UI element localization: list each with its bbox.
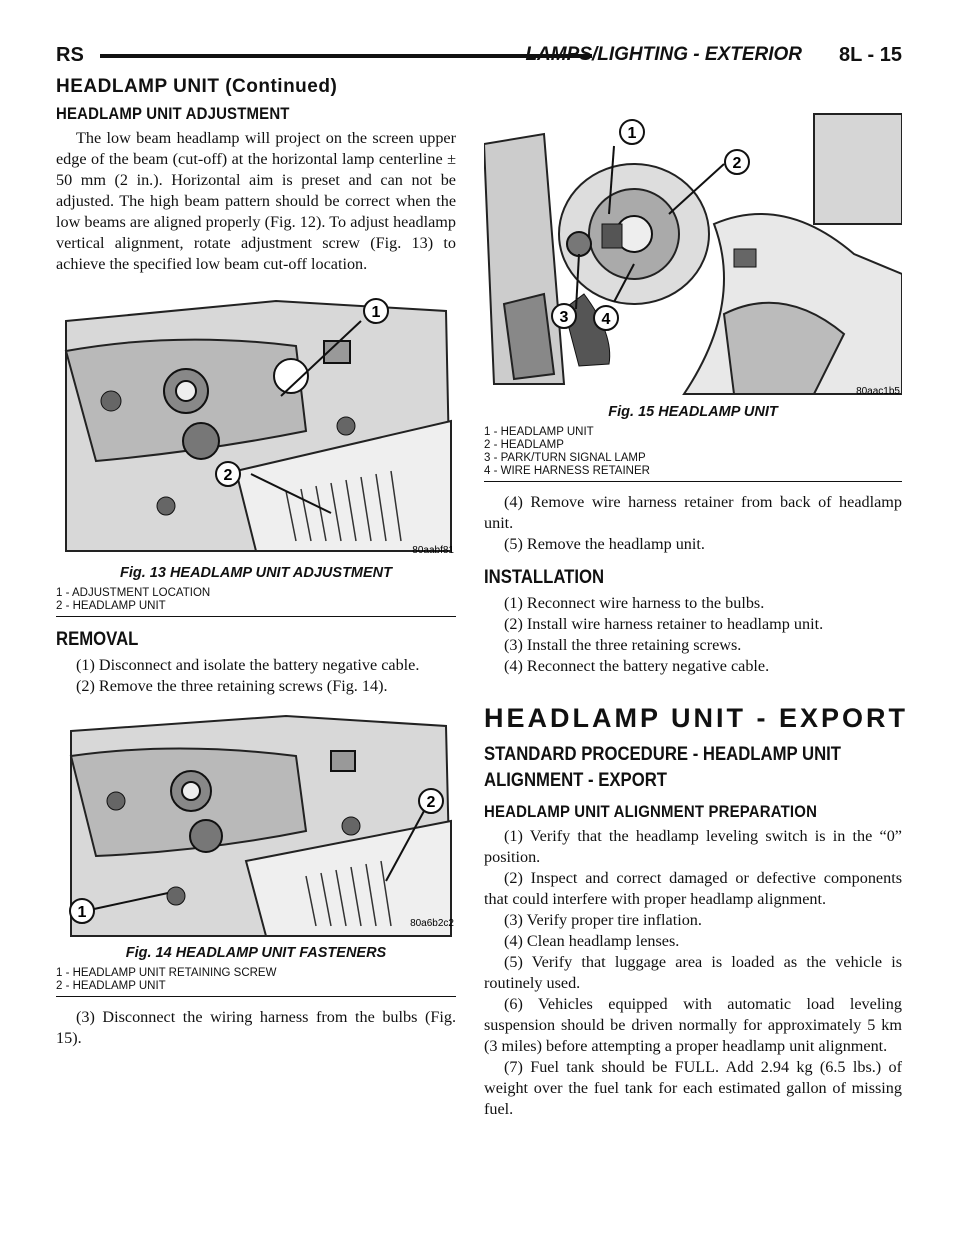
install-step: (1) Reconnect wire harness to the bulbs. bbox=[504, 594, 765, 612]
continued-heading: HEADLAMP UNIT (Continued) bbox=[56, 76, 338, 97]
figure-code: 80aac1b5 bbox=[856, 386, 900, 397]
figure-13-illustration bbox=[56, 291, 456, 561]
export-heading: HEADLAMP UNIT - EXPORT bbox=[484, 703, 909, 733]
legend-item: 2 - HEADLAMP UNIT bbox=[56, 980, 166, 992]
callout-4: 4 bbox=[601, 311, 611, 328]
standard-procedure-heading-line2: ALIGNMENT - EXPORT bbox=[484, 770, 667, 791]
page-number: 8L - 15 bbox=[839, 44, 902, 66]
prep-step: (2) Inspect and correct damaged or defective components that could interfere with proper headlamp alignment. bbox=[484, 869, 902, 908]
left-column bbox=[56, 104, 456, 1049]
callout-2: 2 bbox=[732, 155, 742, 172]
figure-14-caption: Fig. 14 HEADLAMP UNIT FASTENERS bbox=[125, 945, 387, 961]
prep-step: (3) Verify proper tire inflation. bbox=[504, 911, 702, 929]
removal-step: (5) Remove the headlamp unit. bbox=[504, 535, 705, 553]
legend-item: 1 - HEADLAMP UNIT RETAINING SCREW bbox=[56, 967, 277, 979]
figure-13-caption: Fig. 13 HEADLAMP UNIT ADJUSTMENT bbox=[119, 565, 393, 581]
prep-step: (4) Clean headlamp lenses. bbox=[504, 932, 680, 950]
legend-item: 2 - HEADLAMP bbox=[484, 439, 564, 451]
install-step: (2) Install wire harness retainer to headlamp unit. bbox=[504, 615, 824, 633]
prep-step: (5) Verify that luggage area is loaded as the vehicle is routinely used. bbox=[484, 953, 902, 992]
figure-13 bbox=[56, 291, 456, 617]
callout-1: 1 bbox=[77, 904, 87, 921]
legend-item: 3 - PARK/TURN SIGNAL LAMP bbox=[484, 452, 646, 464]
figure-14-legend bbox=[56, 967, 456, 997]
removal-step: (4) Remove wire harness retainer from back of headlamp unit. bbox=[484, 493, 902, 532]
installation-heading: INSTALLATION bbox=[484, 567, 605, 588]
prep-step: (7) Fuel tank should be FULL. Add 2.94 kg (6.5 lbs.) of weight over the fuel tank for each estimated gallon of missing fuel. bbox=[484, 1058, 902, 1118]
callout-3: 3 bbox=[559, 309, 569, 326]
figure-15 bbox=[484, 104, 902, 482]
callout-2: 2 bbox=[426, 794, 436, 811]
section-code: RS bbox=[56, 44, 84, 66]
adjustment-paragraph: The low beam headlamp will project on the screen upper edge of the beam (cut-off) at the horizontal lamp centerline ± 50 mm (2 in.). Horizontal aim is preset and can not be adjusted. The high beam pattern should be correct when the low beams are aligned properly (Fig. 12). To adjust headlamp vertical alignment, rotate adjustment screw (Fig. 13) to achieve the specified low beam cut-off location. bbox=[56, 129, 456, 273]
figure-code: 80a6b2c2 bbox=[410, 918, 454, 929]
legend-item: 1 - ADJUSTMENT LOCATION bbox=[56, 587, 211, 599]
standard-procedure-heading-line1: STANDARD PROCEDURE - HEADLAMP UNIT bbox=[484, 744, 842, 765]
page-header bbox=[56, 44, 902, 74]
prep-step: (6) Vehicles equipped with automatic load leveling suspension should be driven normally for approximately 5 km (3 miles) before attempting a proper headlamp unit alignment. bbox=[484, 995, 902, 1055]
prep-step: (1) Verify that the headlamp leveling switch is in the “0” position. bbox=[484, 827, 902, 866]
legend-item: 2 - HEADLAMP UNIT bbox=[56, 600, 166, 612]
figure-15-legend bbox=[484, 426, 902, 482]
figure-code: 80aabf81 bbox=[412, 545, 454, 556]
figure-14-illustration bbox=[56, 711, 456, 941]
figure-13-legend bbox=[56, 587, 456, 617]
removal-heading: REMOVAL bbox=[56, 629, 139, 650]
install-step: (3) Install the three retaining screws. bbox=[504, 636, 742, 654]
header-rule bbox=[100, 54, 592, 58]
preparation-heading: HEADLAMP UNIT ALIGNMENT PREPARATION bbox=[484, 802, 818, 821]
figure-15-illustration bbox=[484, 104, 902, 400]
install-step: (4) Reconnect the battery negative cable. bbox=[504, 657, 770, 675]
removal-step: (1) Disconnect and isolate the battery negative cable. bbox=[76, 656, 420, 674]
figure-15-caption: Fig. 15 HEADLAMP UNIT bbox=[608, 404, 778, 420]
legend-item: 1 - HEADLAMP UNIT bbox=[484, 426, 594, 438]
removal-step: (3) Disconnect the wiring harness from the bulbs (Fig. 15). bbox=[56, 1008, 456, 1047]
chapter-title: LAMPS/LIGHTING - EXTERIOR bbox=[525, 44, 802, 65]
callout-1: 1 bbox=[627, 125, 637, 142]
callout-1: 1 bbox=[371, 304, 381, 321]
adjustment-heading: HEADLAMP UNIT ADJUSTMENT bbox=[56, 104, 290, 123]
callout-2: 2 bbox=[223, 467, 233, 484]
legend-item: 4 - WIRE HARNESS RETAINER bbox=[484, 465, 650, 477]
removal-step: (2) Remove the three retaining screws (Fig. 14). bbox=[76, 677, 388, 695]
right-column bbox=[484, 104, 909, 1120]
figure-14 bbox=[56, 711, 456, 997]
